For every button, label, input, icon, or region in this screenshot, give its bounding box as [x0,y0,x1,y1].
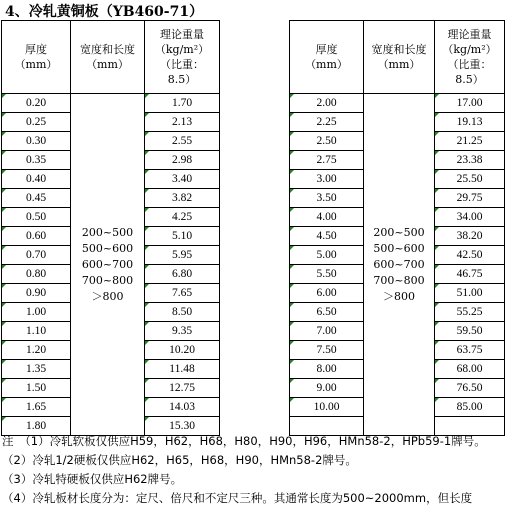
dimension-range: 700~800 [373,273,425,287]
left-thickness-cell: 1.50 [2,379,71,398]
left-weight-cell: 1.70 [145,94,220,113]
left-thickness-cell: 1.35 [2,360,71,379]
right-weight-cell: 25.50 [435,170,505,189]
notes [2,432,505,508]
left-thickness-cell: 1.10 [2,322,71,341]
dimension-range: 600~700 [373,257,425,271]
note-3: （3）冷轧特硬板仅供应H62牌号。 [2,472,183,486]
left-thickness-cell: 1.65 [2,398,71,417]
left-weight-cell: 2.13 [145,113,220,132]
right-thickness-cell: 8.00 [290,360,364,379]
left-thickness-cell: 1.00 [2,303,71,322]
header-thickness-right: 厚度 （mm） [290,21,364,94]
right-thickness-cell: 4.50 [290,227,364,246]
right-weight-cell: 42.50 [435,246,505,265]
dimension-range: 500~600 [373,241,425,255]
header-weight-right: 理论重量 （kg/m²） （比重： 8.5） [435,21,505,94]
right-thickness-cell: 9.00 [290,379,364,398]
right-weight-cell: 34.00 [435,208,505,227]
right-weight-cell: 68.00 [435,360,505,379]
left-weight-cell: 3.82 [145,189,220,208]
left-weight-cell: 7.65 [145,284,220,303]
right-thickness-cell: 3.00 [290,170,364,189]
header-row [2,21,505,94]
dimension-range: 500~600 [81,241,134,255]
right-weight-cell: 17.00 [435,94,505,113]
left-weight-cell: 2.98 [145,151,220,170]
left-weight-cell: 3.40 [145,170,220,189]
left-thickness-cell: 0.45 [2,189,71,208]
left-weight-cell: 11.48 [145,360,220,379]
right-thickness-cell: 6.00 [290,284,364,303]
left-thickness-cell: 1.80 [2,417,71,436]
header-width-length: 宽度和长度 （mm） [71,21,145,94]
left-weight-cell: 9.35 [145,322,220,341]
left-thickness-cell: 0.30 [2,132,71,151]
left-thickness-cell: 0.25 [2,113,71,132]
left-weight-cell: 4.25 [145,208,220,227]
header-weight: 理论重量 （kg/m²） （比重： 8.5） [145,21,220,94]
left-weight-cell: 5.10 [145,227,220,246]
note-2: （2）冷轧1/2硬板仅供应H62，H65，H68，H90，HMn58-2牌号。 [2,453,357,467]
right-dimensions-cell [364,94,435,436]
right-thickness-cell: 2.25 [290,113,364,132]
left-thickness-cell: 1.20 [2,341,71,360]
right-weight-cell: 63.75 [435,341,505,360]
page-title: 4、冷轧黄铜板（YB460-71） [5,4,204,20]
right-thickness-cell: 10.00 [290,398,364,417]
right-weight-cell: 38.20 [435,227,505,246]
right-weight-cell: 46.75 [435,265,505,284]
note-1: 注 （1）冷轧软板仅供应H59，H62，H68，H80，H90，H96，HMn58-2，HPb59-1牌号。 [2,434,486,448]
left-weight-cell: 14.03 [145,398,220,417]
right-weight-cell: 85.00 [435,398,505,417]
right-thickness-cell: 5.50 [290,265,364,284]
dimension-range: 200~500 [81,225,134,239]
right-thickness-cell: 3.50 [290,189,364,208]
right-thickness-cell: 5.00 [290,246,364,265]
left-weight-cell: 6.80 [145,265,220,284]
left-thickness-cell: 0.70 [2,246,71,265]
right-weight-cell: 55.25 [435,303,505,322]
left-weight-cell: 15.30 [145,417,220,436]
dimension-range: ＞800 [91,289,124,303]
right-thickness-cell: 4.00 [290,208,364,227]
dimension-range: 200~500 [373,225,425,239]
right-weight-cell: 21.25 [435,132,505,151]
right-thickness-cell: 2.75 [290,151,364,170]
header-width-length-right: 宽度和长度 （mm） [364,21,435,94]
right-thickness-cell: 2.50 [290,132,364,151]
right-weight-cell: 76.50 [435,379,505,398]
right-weight-cell: 29.75 [435,189,505,208]
right-weight-cell: 23.38 [435,151,505,170]
left-weight-cell: 8.50 [145,303,220,322]
left-thickness-cell: 0.90 [2,284,71,303]
right-thickness-cell: 7.50 [290,341,364,360]
left-thickness-cell: 0.80 [2,265,71,284]
left-weight-cell: 12.75 [145,379,220,398]
left-weight-cell: 5.95 [145,246,220,265]
dimension-range: 700~800 [81,273,134,287]
left-weight-cell: 10.20 [145,341,220,360]
right-weight-cell: 51.00 [435,284,505,303]
right-thickness-cell: 6.50 [290,303,364,322]
spacer-column [220,21,290,436]
right-weight-cell: 59.50 [435,322,505,341]
left-thickness-cell: 0.50 [2,208,71,227]
header-thickness: 厚度 （mm） [2,21,71,94]
left-thickness-cell: 0.60 [2,227,71,246]
right-thickness-cell: 2.00 [290,94,364,113]
right-thickness-cell: 7.00 [290,322,364,341]
right-weight-cell: 19.13 [435,113,505,132]
left-dimensions-cell [71,94,145,436]
left-thickness-cell: 0.20 [2,94,71,113]
left-thickness-cell: 0.35 [2,151,71,170]
dimension-range: ＞800 [383,289,415,303]
left-weight-cell: 2.55 [145,132,220,151]
left-thickness-cell: 0.40 [2,170,71,189]
dimension-range: 600~700 [81,257,134,271]
brass-plate-table [1,20,505,436]
note-4: （4）冷轧板材长度分为：定尺、倍尺和不定尺三种。其通常长度为500~2000mm，但长度 [2,491,473,505]
